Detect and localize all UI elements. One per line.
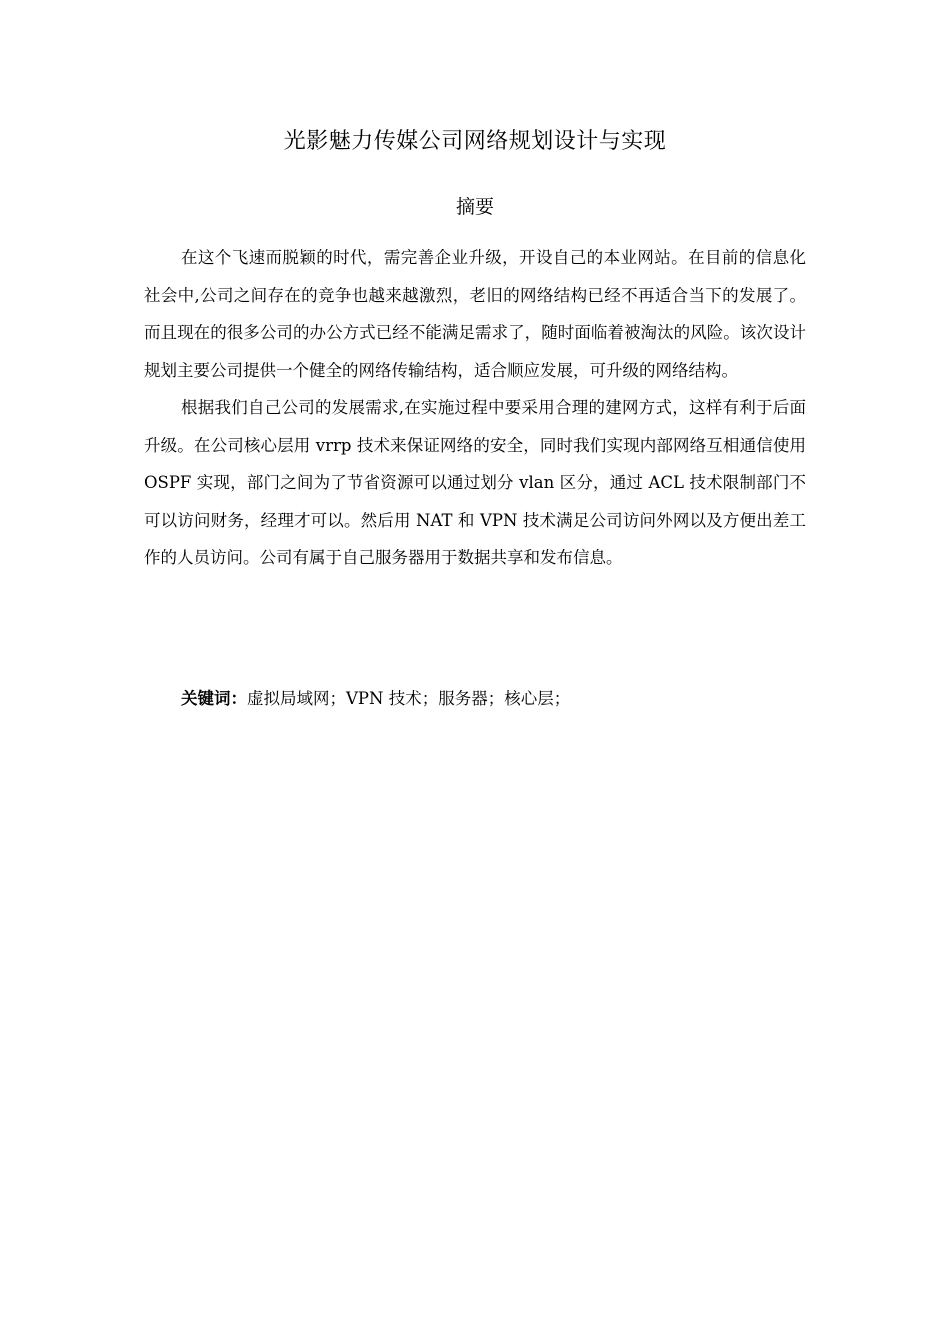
abstract-paragraph-2: 根据我们自己公司的发展需求,在实施过程中要采用合理的建网方式，这样有利于后面升级。在公司核心层用 vrrp 技术来保证网络的安全，同时我们实现内部网络互相通信使用 OSPF 实现，部门之间为了节省资源可以通过划分 vlan 区分，通过 ACL 技术限制部门不可以访问财务，经理才可以。然后用 NAT 和 VPN 技术满足公司访问外网以及方便出差工作的人员访问。公司有属于自己服务器用于数据共享和发布信息。: [144, 398, 806, 567]
abstract-heading: 摘要: [455, 196, 494, 218]
keywords-line: [181, 683, 806, 715]
document-title: 光影魅力传媒公司网络规划设计与实现: [283, 129, 667, 154]
keywords-label: 关键词：: [181, 689, 247, 708]
abstract-paragraph-1: 在这个飞速而脱颖的时代，需完善企业升级，开设自己的本业网站。在目前的信息化社会中,公司之间存在的竞争也越来越激烈，老旧的网络结构已经不再适合当下的发展了。而且现在的很多公司的办公方式已经不能满足需求了，随时面临着被淘汰的风险。该次设计规划主要公司提供一个健全的网络传输结构，适合顺应发展，可升级的网络结构。: [144, 248, 806, 380]
keywords-text: 虚拟局域网；VPN 技术；服务器；核心层；: [247, 689, 571, 708]
abstract-body: [144, 239, 806, 577]
